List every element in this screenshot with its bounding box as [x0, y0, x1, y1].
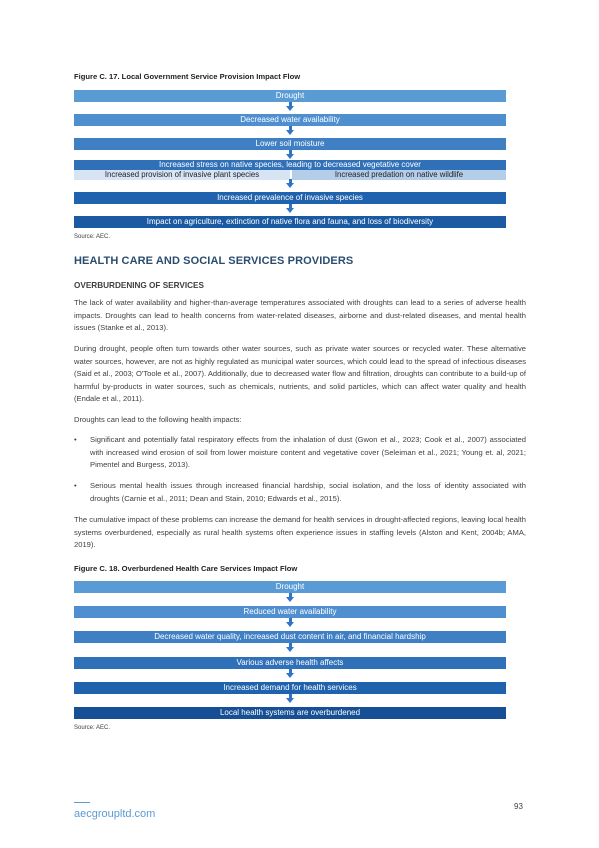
flow17-box-soil-moisture: Lower soil moisture — [74, 138, 506, 150]
flow17-box-drought: Drought — [74, 90, 506, 102]
figure-18-source: Source: AEC. — [74, 725, 111, 731]
down-arrow-icon — [286, 622, 294, 627]
flow18-box-water-quality: Decreased water quality, increased dust content in air, and financial hardship — [74, 631, 506, 643]
down-arrow-icon — [286, 154, 294, 159]
down-arrow-icon — [286, 106, 294, 111]
bullet-text: Significant and potentially fatal respiratory effects from the inhalation of dust (Gwon et al., 2023; Cook et al., 2007) associated with increased wind erosion of soil from lower moisture content and vegetative cover (Seleiman et al., 2021; Young et. al, 2021; Pimentel and Burgess, 2013). — [90, 435, 526, 470]
down-arrow-icon — [286, 183, 294, 188]
flow17-box-invasive-prevalence: Increased prevalence of invasive species — [74, 192, 506, 204]
flow18-box-demand: Increased demand for health services — [74, 682, 506, 694]
down-arrow-icon — [286, 673, 294, 678]
down-arrow-icon — [286, 208, 294, 213]
figure-17-source: Source: AEC. — [74, 234, 111, 240]
paragraph-4: The cumulative impact of these problems can increase the demand for health services in drought-affected regions, leaving local health systems overburdened, especially as rural health systems often experience issues in staffing levels (Alston and Kent, 2004b; AMA, 2019). — [74, 515, 526, 550]
flow18-box-drought: Drought — [74, 581, 506, 593]
section-subheading: OVERBURDENING OF SERVICES — [74, 281, 204, 290]
footer-url: aecgroupltd.com — [74, 808, 156, 820]
paragraph-3: Droughts can lead to the following health impacts: — [74, 415, 242, 424]
flow17-box-biodiversity-impact: Impact on agriculture, extinction of native flora and fauna, and loss of biodiversity — [74, 216, 506, 228]
flow18-box-overburdened: Local health systems are overburdened — [74, 707, 506, 719]
paragraph-2: During drought, people often turn towards other water sources, such as private water sources or recycled water. These alternative water sources, however, are not as highly regulated as municipal water sources, which could lead to the spread of infectious diseases (Said et al., 2003; O'Toole et al., 2007). Additionally, due to decreased water flow and filtration, droughts can contribute to a build-up of harmful by-products in water sources, such as chemicals, nutrients, and solid particles, which can affect water quality and health (Endale et al., 2011). — [74, 344, 526, 404]
flow17-box-predation: Increased predation on native wildlife — [292, 170, 506, 180]
flow17-box-native-stress: Increased stress on native species, leading to decreased vegetative cover — [74, 160, 506, 170]
footer-divider — [74, 802, 90, 803]
paragraph-1: The lack of water availability and higher-than-average temperatures associated with droughts can lead to a series of adverse health impacts. Droughts can lead to health concerns from water-related diseases, airborne and dust-related diseases, and mental health issues (Stanke et al., 2013). — [74, 298, 526, 333]
flow18-box-health-affects: Various adverse health affects — [74, 657, 506, 669]
down-arrow-icon — [286, 130, 294, 135]
bullet-text: Serious mental health issues through increased financial hardship, social isolation, and the loss of identity associated with droughts (Carnie et al., 2011; Dean and Stain, 2010; Edwards et al., 2015). — [90, 481, 526, 503]
flow17-box-water-availability: Decreased water availability — [74, 114, 506, 126]
figure-18-title: Figure C. 18. Overburdened Health Care Services Impact Flow — [74, 564, 298, 573]
bullet-marker: • — [74, 481, 77, 490]
down-arrow-icon — [286, 698, 294, 703]
down-arrow-icon — [286, 647, 294, 652]
down-arrow-icon — [286, 597, 294, 602]
figure-17-title: Figure C. 17. Local Government Service Provision Impact Flow — [74, 72, 301, 81]
flow17-box-invasive-plants: Increased provision of invasive plant species — [74, 170, 290, 180]
flow18-box-water-availability: Reduced water availability — [74, 606, 506, 618]
page-number: 93 — [514, 802, 523, 811]
bullet-marker: • — [74, 435, 77, 444]
section-heading: HEALTH CARE AND SOCIAL SERVICES PROVIDERS — [74, 255, 354, 267]
